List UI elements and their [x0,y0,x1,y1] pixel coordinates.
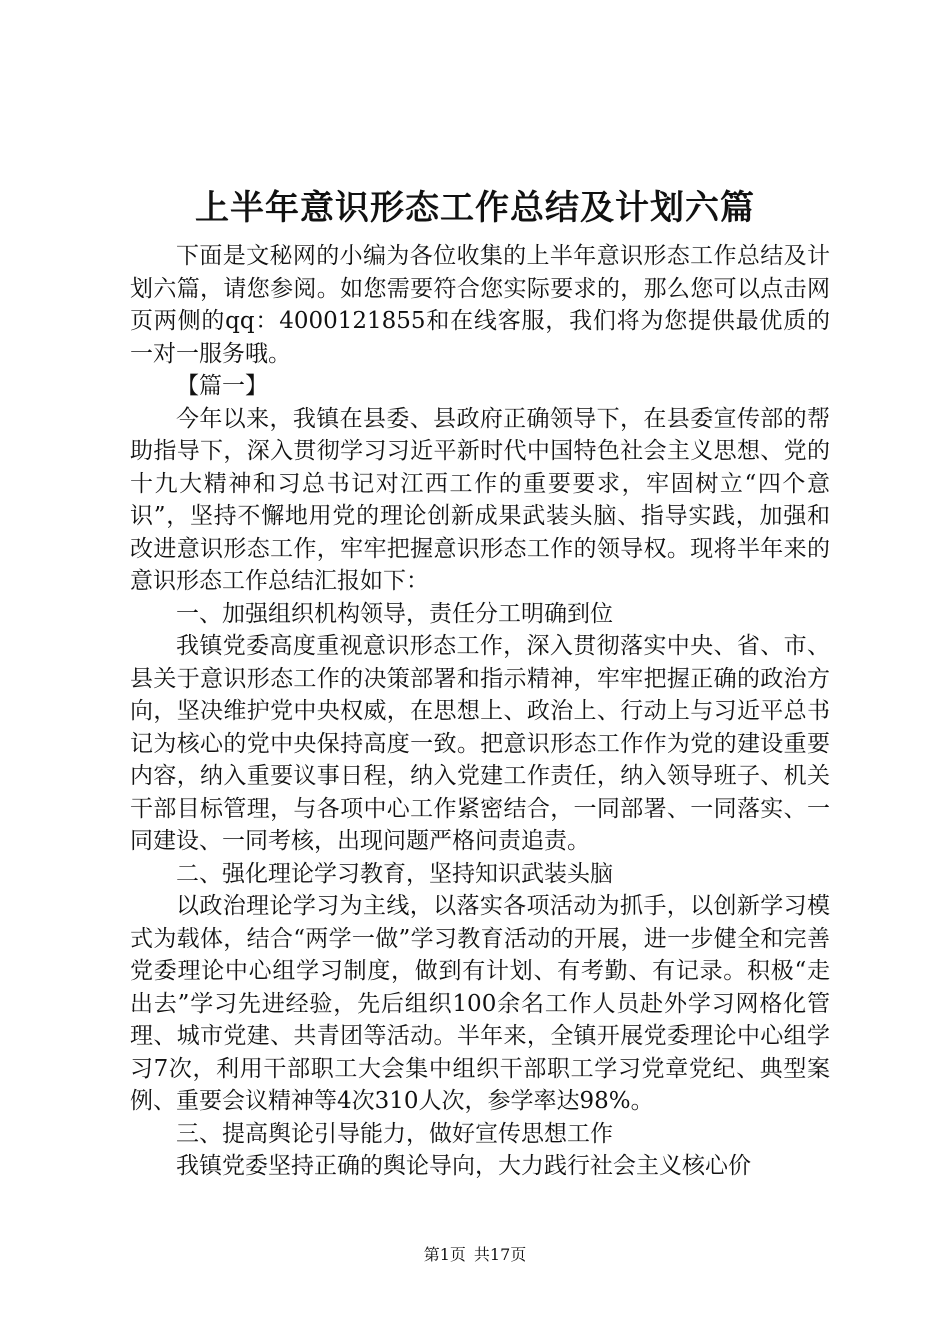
section-label: 【篇一】 [176,373,268,399]
document-title: 上半年意识形态工作总结及计划六篇 [195,188,755,228]
body-paragraph: 以政治理论学习为主线，以落实各项活动为抓手，以创新学习模式为载体，结合“两学一做”学习教育活动的开展，进一步健全和完善党委理论中心组学习制度，做到有计划、有考勤、有记录。积极“走出去”学习先进经验，先后组织100余名工作人员赴外学习网格化管理、城市党建、共青团等活动。半年来，全镇开展党委理论中心组学习7次，利用干部职工大会集中组织干部职工学习党章党纪、典型案例、重要会议精神等4次310人次，参学率达98%。 [130,893,830,1114]
page-footer [0,1243,950,1267]
section-heading: 三、提高舆论引导能力，做好宣传思想工作 [176,1120,613,1147]
document-body [130,240,830,1183]
body-paragraph: 我镇党委高度重视意识形态工作，深入贯彻落实中央、省、市、县关于意识形态工作的决策部署和指示精神，牢牢把握正确的政治方向，坚决维护党中央权威，在思想上、政治上、行动上与习近平总书记为核心的党中央保持高度一致。把意识形态工作作为党的建设重要内容，纳入重要议事日程，纳入党建工作责任，纳入领导班子、机关干部目标管理，与各项中心工作紧密结合，一同部署、一同落实、一同建设、一同考核，出现问题严格问责追责。 [130,633,830,854]
section-heading: 二、强化理论学习教育，坚持知识武装头脑 [176,860,613,887]
page-number: 第1页 [423,1245,466,1264]
body-paragraph: 我镇党委坚持正确的舆论导向，大力践行社会主义核心价 [176,1153,751,1179]
page-total: 共17页 [473,1245,527,1264]
intro-paragraph: 下面是文秘网的小编为各位收集的上半年意识形态工作总结及计划六篇，请您参阅。如您需要符合您实际要求的，那么您可以点击网页两侧的qq：4000121855和在线客服，我们将为您提供最优质的一对一服务哦。 [130,243,830,367]
section-heading: 一、加强组织机构领导，责任分工明确到位 [176,600,613,627]
body-paragraph: 今年以来，我镇在县委、县政府正确领导下，在县委宣传部的帮助指导下，深入贯彻学习习近平新时代中国特色社会主义思想、党的十九大精神和习总书记对江西工作的重要要求，牢固树立“四个意识”，坚持不懈地用党的理论创新成果武装头脑、指导实践，加强和改进意识形态工作，牢牢把握意识形态工作的领导权。现将半年来的意识形态工作总结汇报如下： [130,405,830,594]
